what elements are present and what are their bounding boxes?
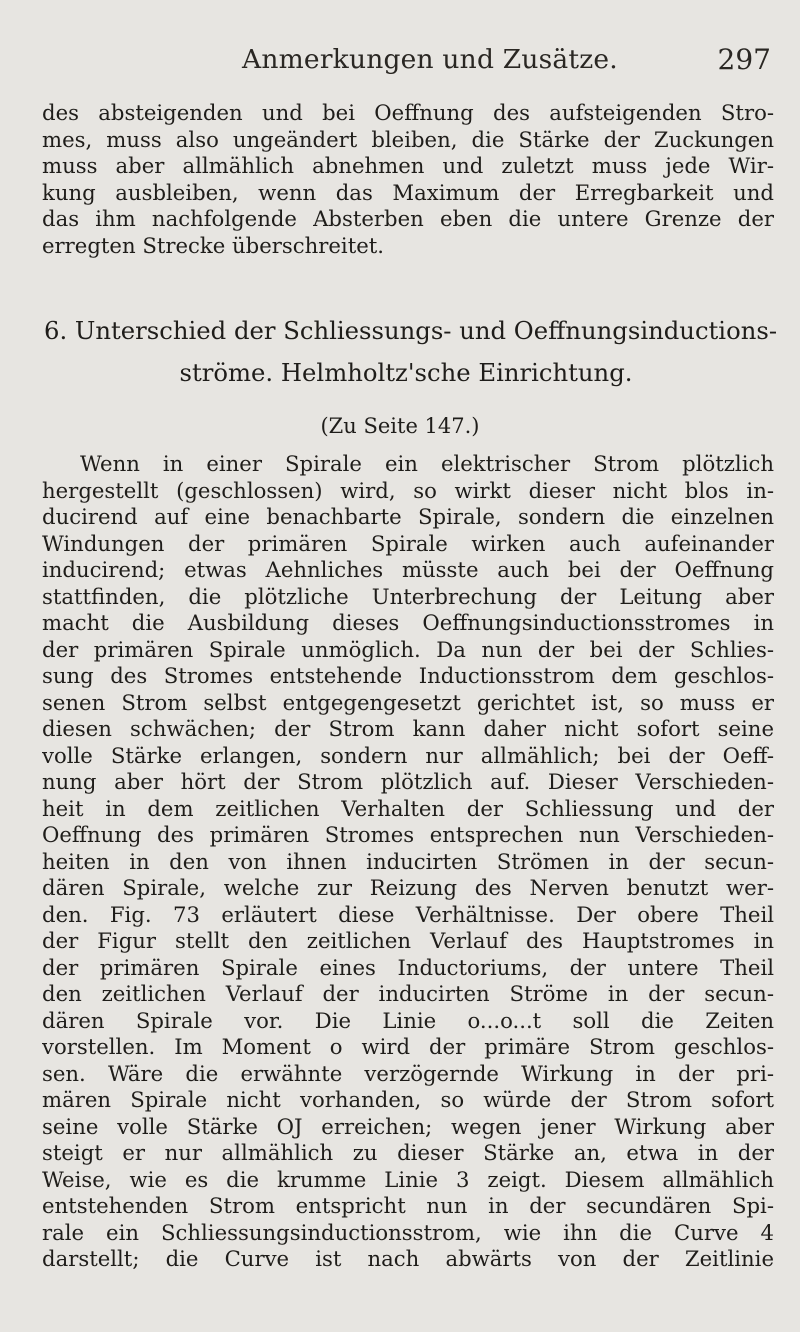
running-head (42, 44, 777, 84)
text-line: ducirend auf eine benachbarte Spirale, sondern die einzelnen (42, 504, 774, 529)
text-line: Wenn in einer Spirale ein elektrischer Strom plötzlich (80, 451, 774, 476)
text-line: das ihm nachfolgende Absterben eben die untere Grenze der (42, 206, 774, 231)
text-line: diesen schwächen; der Strom kann daher nicht sofort seine (42, 716, 774, 741)
page-reference: (Zu Seite 147.) (320, 414, 480, 438)
text-line: des absteigenden und bei Oeffnung des aufsteigenden Stro- (42, 100, 774, 125)
text-line: erregten Strecke überschreitet. (42, 232, 385, 258)
text-line: dären Spirale vor. Die Linie o...o...t soll die Zeiten (42, 1007, 774, 1033)
text-line: den. Fig. 73 erläutert diese Verhältnisse. Der obere Theil (42, 901, 774, 927)
text-line: senen Strom selbst entgegengesetzt gerichtet ist, so muss er (42, 689, 774, 715)
text-line: entstehenden Strom entspricht nun in der secundären Spi- (42, 1193, 774, 1218)
text-line: Oeffnung des primären Stromes entsprechen nun Verschieden- (42, 822, 774, 847)
text-line: dären Spirale, welche zur Reizung des Nerven benutzt wer- (42, 875, 774, 900)
text-line: macht die Ausbildung dieses Oeffnungsinductionsstromes in (42, 610, 774, 635)
text-line: den zeitlichen Verlauf der inducirten Ströme in der secun- (42, 981, 774, 1006)
text-line: sen. Wäre die erwähnte verzögernde Wirkung in der pri- (42, 1060, 774, 1086)
text-line: nung aber hört der Strom plötzlich auf. Dieser Verschieden- (42, 769, 774, 794)
text-line: muss aber allmählich abnehmen und zuletzt muss jede Wir- (42, 153, 774, 178)
text-line: der primären Spirale unmöglich. Da nun der bei der Schlies- (42, 636, 774, 662)
running-title: Anmerkungen und Zusätze. (242, 44, 618, 75)
text-line: steigt er nur allmählich zu dieser Stärke an, etwa in der (42, 1140, 774, 1165)
text-line: vorstellen. Im Moment o wird der primäre Strom geschlos- (42, 1034, 774, 1059)
paragraph-body (42, 451, 774, 1273)
paragraph-continuation (42, 100, 774, 259)
text-line: hergestellt (geschlossen) wird, so wirkt dieser nicht blos in- (42, 477, 774, 503)
text-line: heit in dem zeitlichen Verhalten der Schliessung und der (42, 795, 774, 821)
text-line: rale ein Schliessungsinductionsstrom, wie ihn die Curve 4 (42, 1219, 774, 1245)
text-line: stattfinden, die plötzliche Unterbrechung der Leitung aber (42, 583, 774, 609)
text-line: kung ausbleiben, wenn das Maximum der Erregbarkeit und (42, 179, 774, 205)
text-line: sung des Stromes entstehende Inductionsstrom dem geschlos- (42, 663, 774, 688)
section-heading-line-1: 6. Unterschied der Schliessungs- und Oeffnungsinductions- (44, 316, 778, 345)
page-number: 297 (717, 43, 771, 76)
section-heading-line-2: ströme. Helmholtz'sche Einrichtung. (179, 358, 633, 387)
text-line: der primären Spirale eines Inductoriums, der untere Theil (42, 954, 774, 980)
text-line: mären Spirale nicht vorhanden, so würde der Strom sofort (42, 1087, 774, 1112)
text-line: Windungen der primären Spirale wirken auch aufeinander (42, 530, 774, 556)
text-line: darstellt; die Curve ist nach abwärts von der Zeitlinie (42, 1246, 774, 1271)
text-line: Weise, wie es die krumme Linie 3 zeigt. Diesem allmählich (42, 1166, 774, 1192)
text-line: der Figur stellt den zeitlichen Verlauf des Hauptstromes in (42, 928, 774, 953)
text-line: heiten in den von ihnen inducirten Strömen in der secun- (42, 848, 774, 874)
text-line: mes, muss also ungeändert bleiben, die Stärke der Zuckungen (42, 126, 774, 152)
text-line: inducirend; etwas Aehnliches müsste auch bei der Oeffnung (42, 557, 774, 582)
text-line: seine volle Stärke OJ erreichen; wegen jener Wirkung aber (42, 1113, 774, 1139)
text-line: volle Stärke erlangen, sondern nur allmählich; bei der Oeff- (42, 742, 774, 768)
